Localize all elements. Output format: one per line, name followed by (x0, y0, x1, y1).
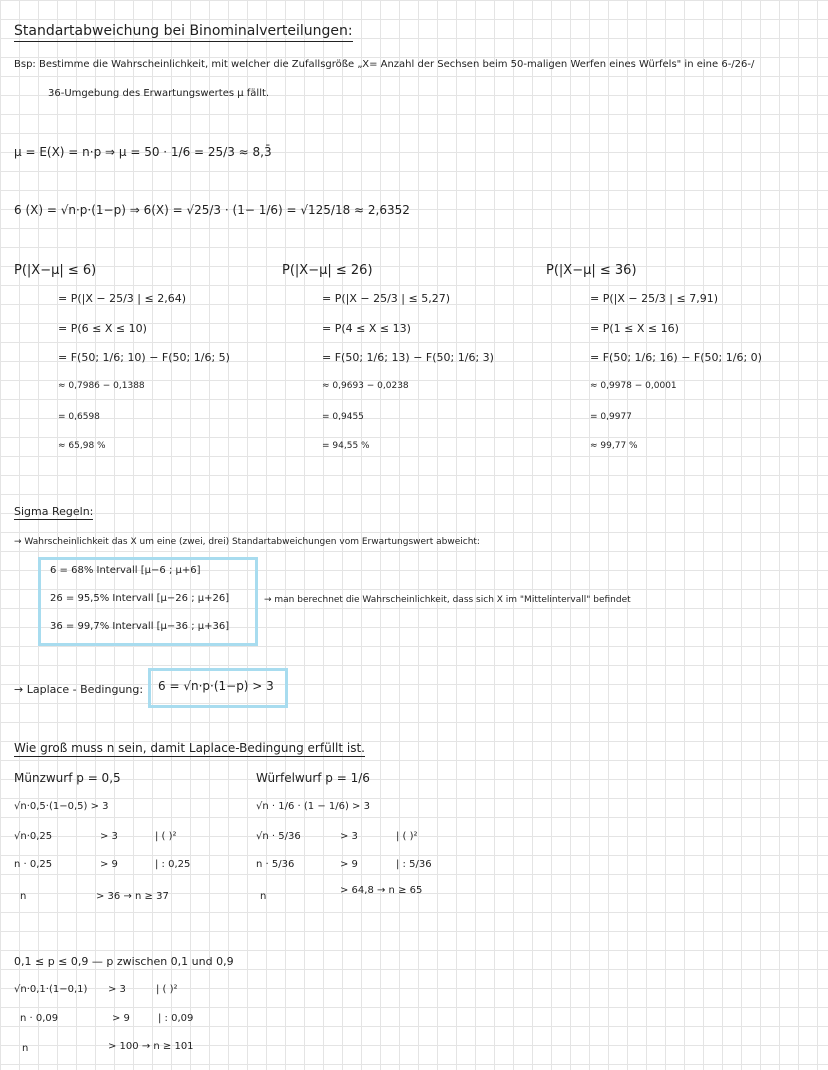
range-line: > 3 (108, 984, 126, 995)
range-line: | ( )² (156, 984, 178, 995)
dice-line: | : 5/36 (396, 859, 432, 870)
coin-line: > 36 → n ≥ 37 (96, 891, 169, 902)
range-line: √n·0,1·(1−0,1) (14, 984, 88, 995)
column-line: = P(4 ≤ X ≤ 13) (322, 322, 411, 335)
column-line: = F(50; 1/6; 16) − F(50; 1/6; 0) (590, 351, 762, 364)
column-line: = P(|X − 25/3 | ≤ 2,64) (58, 292, 186, 305)
column-line: = 0,6598 (58, 412, 100, 422)
page-title: Standartabweichung bei Binominalverteilungen: (14, 24, 353, 42)
coin-head: Münzwurf p = 0,5 (14, 771, 121, 785)
range-line: n · 0,09 (20, 1013, 59, 1024)
range-head: 0,1 ≤ p ≤ 0,9 — p zwischen 0,1 und 0,9 (14, 955, 234, 968)
column-line: = P(|X − 25/3 | ≤ 7,91) (590, 292, 718, 305)
range-line: n (22, 1043, 29, 1054)
column-line: ≈ 0,9978 − 0,0001 (590, 381, 677, 391)
column-line: = P(1 ≤ X ≤ 16) (590, 322, 679, 335)
coin-line: > 3 (100, 831, 118, 842)
coin-line: √n·0,5·(1−0,5) > 3 (14, 801, 109, 812)
column-head: P(|X−μ| ≤ 26) (282, 263, 373, 278)
dice-line: > 64,8 → n ≥ 65 (340, 885, 423, 896)
range-line: > 100 → n ≥ 101 (108, 1041, 194, 1052)
column-line: = 0,9455 (322, 412, 364, 422)
sigma-rules-intro: → Wahrscheinlichkeit das X um eine (zwei, drei) Standartabweichungen vom Erwartungswert abweicht: (14, 537, 480, 547)
column-line: = F(50; 1/6; 13) − F(50; 1/6; 3) (322, 351, 494, 364)
column-line: = 0,9977 (590, 412, 632, 422)
sigma-rules-heading: Sigma Regeln: (14, 505, 94, 518)
column-line: = 94,55 % (322, 441, 370, 451)
column-line: ≈ 65,98 % (58, 441, 106, 451)
example-line-1: Bsp: Bestimme die Wahrscheinlichkeit, mit welcher die Zufallsgröße „X= Anzahl der Sechsen beim 50-maligen Werfen eines Würfels" in eine 6-/26-/ (14, 59, 755, 70)
example-line-2: 36-Umgebung des Erwartungswertes μ fällt. (48, 88, 270, 99)
sigma-rules-note: → man berechnet die Wahrscheinlichkeit, dass sich X im "Mittelintervall" befindet (264, 595, 631, 605)
coin-line: > 9 (100, 859, 118, 870)
dice-line: > 3 (340, 831, 358, 842)
column-line: ≈ 99,77 % (590, 441, 638, 451)
dice-line: √n · 5/36 (256, 831, 301, 842)
coin-line: √n·0,25 (14, 831, 53, 842)
dice-line: > 9 (340, 859, 358, 870)
range-line: | : 0,09 (158, 1013, 194, 1024)
range-line: > 9 (112, 1013, 130, 1024)
sigma-formula: 6 (X) = √n·p·(1−p) ⇒ 6(X) = √25/3 · (1− 1/6) = √125/18 ≈ 2,6352 (14, 203, 410, 217)
question-heading: Wie groß muss n sein, damit Laplace-Bedingung erfüllt ist. (14, 741, 365, 755)
sigma-rule: 26 = 95,5% Intervall [μ−26 ; μ+26] (50, 593, 230, 604)
sigma-rule: 6 = 68% Intervall [μ−6 ; μ+6] (50, 565, 201, 576)
column-line: = P(|X − 25/3 | ≤ 5,27) (322, 292, 450, 305)
coin-line: | ( )² (155, 831, 177, 842)
sigma-rule: 36 = 99,7% Intervall [μ−36 ; μ+36] (50, 621, 230, 632)
dice-line: | ( )² (396, 831, 418, 842)
dice-head: Würfelwurf p = 1/6 (256, 771, 370, 785)
column-head: P(|X−μ| ≤ 36) (546, 263, 637, 278)
column-line: ≈ 0,7986 − 0,1388 (58, 381, 145, 391)
column-line: = P(6 ≤ X ≤ 10) (58, 322, 147, 335)
laplace-label: → Laplace - Bedingung: (14, 683, 144, 696)
dice-line: n (260, 891, 267, 902)
dice-line: n · 5/36 (256, 859, 295, 870)
column-line: = F(50; 1/6; 10) − F(50; 1/6; 5) (58, 351, 230, 364)
column-line: ≈ 0,9693 − 0,0238 (322, 381, 409, 391)
column-head: P(|X−μ| ≤ 6) (14, 263, 97, 278)
coin-line: n · 0,25 (14, 859, 53, 870)
coin-line: n (20, 891, 27, 902)
laplace-formula: 6 = √n·p·(1−p) > 3 (158, 679, 274, 693)
mu-formula: μ = E(X) = n·p ⇒ μ = 50 · 1/6 = 25/3 ≈ 8,3̄ (14, 145, 272, 159)
dice-line: √n · 1/6 · (1 − 1/6) > 3 (256, 801, 370, 812)
coin-line: | : 0,25 (155, 859, 191, 870)
